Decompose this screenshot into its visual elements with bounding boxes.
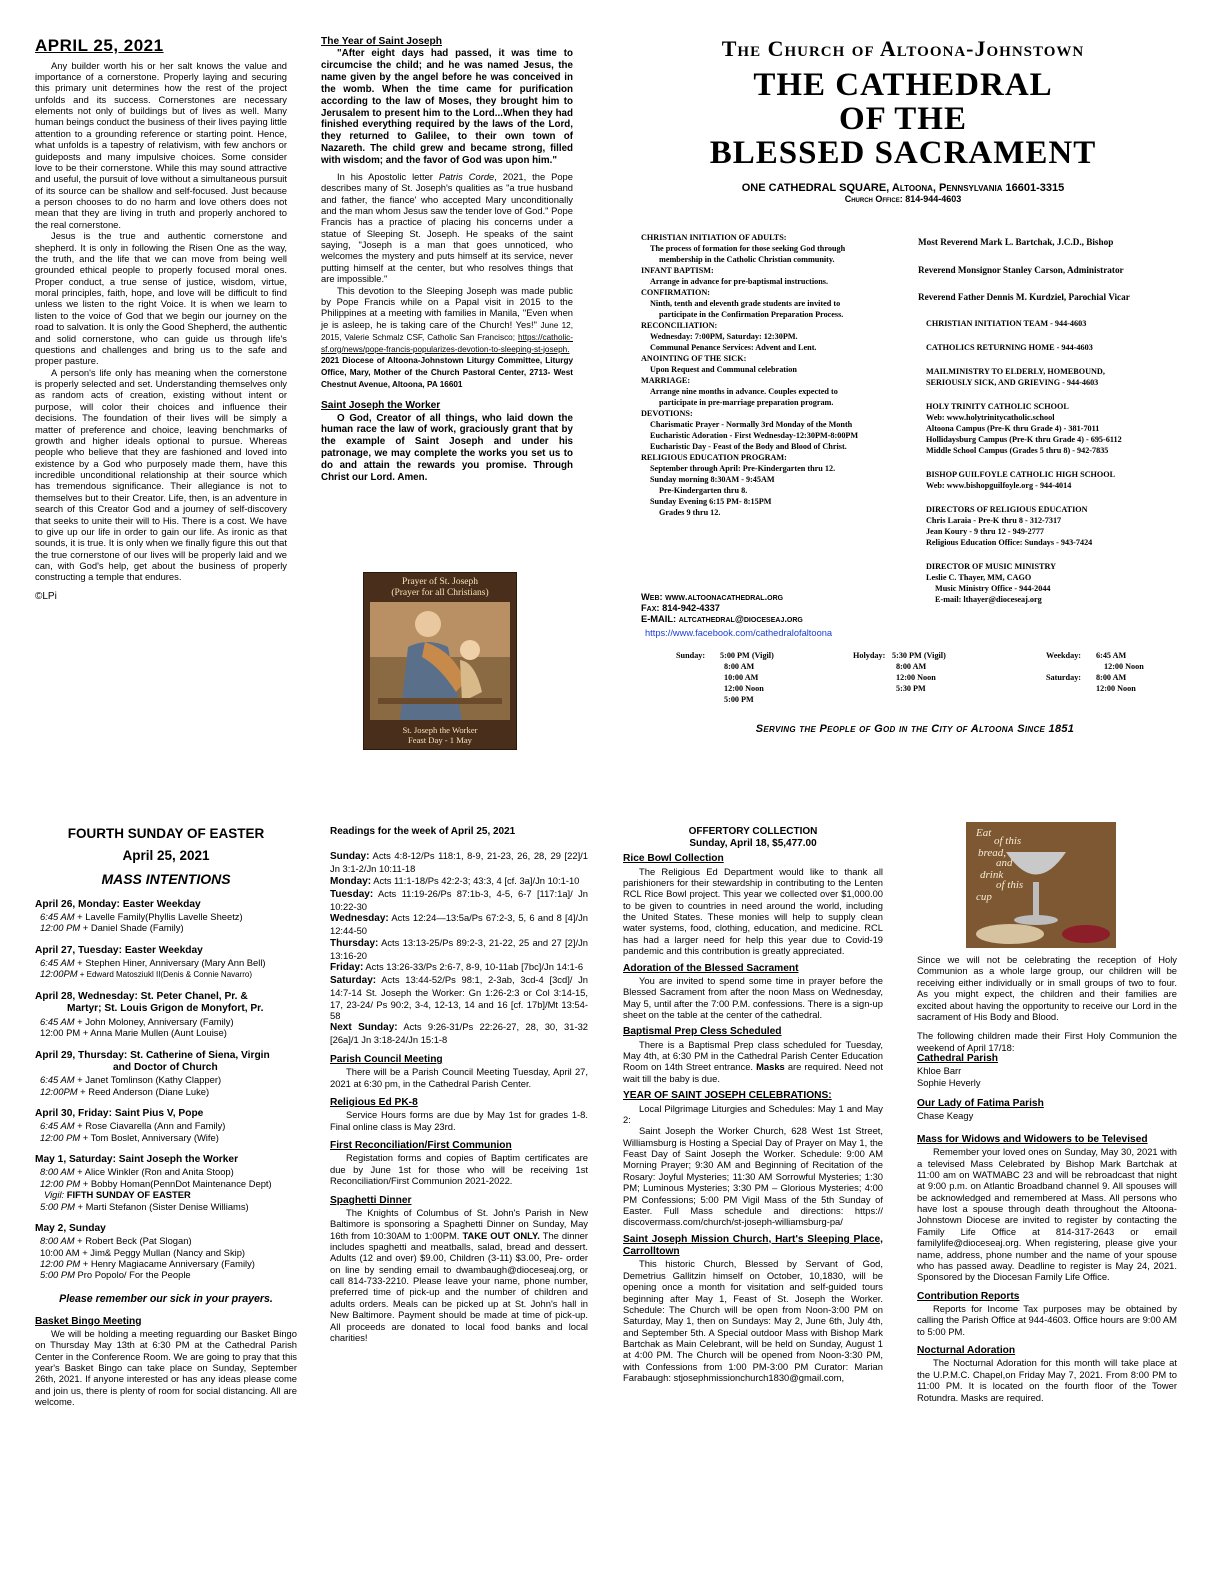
sick-prayer-request: Please remember our sick in your prayers. bbox=[59, 1292, 273, 1305]
cathedral-title-line-2: OF THE bbox=[839, 101, 967, 137]
contacts-list bbox=[926, 318, 1206, 618]
reading-day: Sunday: bbox=[330, 851, 370, 863]
intention-entry bbox=[35, 1166, 297, 1177]
first-communion-column bbox=[917, 954, 1177, 1403]
intention-text: Pro Popolo/ For the People bbox=[74, 1269, 191, 1281]
contribution-reports-text: Reports for Income Tax purposes may be obtained by calling the Parish Office at 944-4603. Office hours are 9:00 AM to 5:00 PM. bbox=[917, 1303, 1177, 1337]
intention-time: 12:00PM bbox=[40, 1085, 78, 1097]
intention-text: + Robert Beck (Pat Slogan) bbox=[74, 1235, 192, 1247]
contact-line: Chris Laraia - Pre-K thru 8 - 312-7317 bbox=[926, 516, 1062, 525]
reading-day: Next Sunday: bbox=[330, 1022, 398, 1034]
spaghetti-dinner-text: The Knights of Columbus of St. John's Parish in New Baltimore is sponsoring a Spaghetti Dinner on Sunday, May 16th from 10:30AM to 1:00PM. TAKE OUT ONLY. The dinner includes spaghetti and meatballs, salad, bread and dessert. Adults (12 and over) $9.00, Children (3-11) $3.00, Pre- order on line by sending email to dwambaugh@dioceseaj.org, or call 814-733-2210. Please leave your name, phone number, preferred time of pick-up and the number of children and adults orders. Meals can be picked up at St. John's hall in New Baltimore. Payment should be made at time of pick-up. All proceeds are donated to local food banks and local charities! bbox=[330, 1206, 588, 1343]
sacrament-detail: The process of formation for those seeking God through bbox=[650, 244, 846, 253]
intention-text: + Henry Magiacame Anniversary (Family) bbox=[80, 1257, 255, 1269]
contact-line: SERIOUSLY SICK, AND GRIEVING - 944-4603 bbox=[926, 378, 1099, 387]
intention-text: + Bobby Homan(PennDot Maintenance Dept) bbox=[80, 1177, 272, 1189]
sacrament-detail: September through April: Pre-Kindergarten thru 12. bbox=[650, 464, 836, 473]
sacrament-detail: Sunday Evening 6:15 PM- 8:15PM bbox=[650, 497, 772, 506]
intention-time: 6:45 AM bbox=[40, 1074, 75, 1086]
sunday-mass-time: 5:00 PM bbox=[724, 695, 754, 704]
sacrament-heading: INFANT BAPTISM: bbox=[641, 266, 714, 275]
sacrament-heading: CONFIRMATION: bbox=[641, 288, 710, 297]
intention-day bbox=[35, 899, 297, 934]
intention-time: 6:45 AM bbox=[40, 1015, 75, 1027]
sacrament-heading: ANOINTING OF THE SICK: bbox=[641, 354, 747, 363]
fatima-parish-child-1: Chase Keagy bbox=[917, 1110, 974, 1122]
reading-entry bbox=[330, 875, 588, 888]
intention-text: + John Moloney, Anniversary (Family) bbox=[74, 1015, 234, 1027]
intention-time: 6:45 AM bbox=[40, 1120, 75, 1132]
holyday-times bbox=[892, 650, 972, 694]
chalice-and-bread-image bbox=[966, 822, 1116, 948]
contact-line: Music Ministry Office - 944-2044 bbox=[935, 584, 1051, 593]
cathedral-title-line-1: THE CATHEDRAL bbox=[753, 67, 1053, 103]
intention-day bbox=[35, 1108, 297, 1143]
fax-number: Fax: 814-942-4337 bbox=[641, 603, 720, 613]
reading-citations: Acts 12:24—13:5a/Ps 67:2-3, 5, 6 and 8 [4]/Jn 12:44-50 bbox=[330, 912, 588, 937]
reflection-paragraph-3: A person's life only has meaning when the cornerstone is properly selected and set. Understanding themselves only as random acts of creation, existing without intent or purpose, will color their choices and influence their decisions. The foundation of their lives will be simply a matter of preference and choice, leaving benchmarks of growth and higher ideals optional to pursue. Whereas people who believe that they are fashioned and loved into existence by a God who purposely made them, have this incredible unconditional relationship at their source which has tremendous significance. Their allegiance is not to themselves but to their Creator. Life, then, is an adventure in search of this Creator God and a journey of self-discovery that seeks to unite their will to His. There is a cost. We have to give up our life in order to gain our life. As ironic as that sounds, it is true. It is only when we finally figure this out that the true cornerstone of our lives will be properly laid and we can, with God's help, get about the business of properly constructing a temple that endures. bbox=[35, 366, 287, 583]
baptismal-prep-heading: Baptismal Prep Cless Scheduled bbox=[623, 1026, 782, 1038]
cathedral-parish-child-1: Khloe Barr bbox=[917, 1065, 962, 1077]
intention-entry bbox=[35, 1086, 297, 1097]
sacrament-detail: Grades 9 thru 12. bbox=[659, 508, 721, 517]
fourth-sunday-title: FOURTH SUNDAY OF EASTER bbox=[67, 826, 265, 841]
holyday-mass-time: 5:30 PM (Vigil) bbox=[892, 651, 946, 660]
reflection-paragraph-1: Any builder worth his or her salt knows the value and importance of a cornerstone. Properly laying and securing this primary unit determines how the rest of the project unfolds and its success. Cornerstones are necessary elements not only of buildings but of lives as well. Many human beings conduct the business of their lives paying little attention to a grounding reference or starting point. Hence, what unfolds is a tapestry of relativism, with few anchors or guideposts and many impulsive choices. Some consider love to be their cornerstone. While this may sound attractive and useful, the pursuit of love without a simultaneous pursuit of its source can be shallow and self-focused. Just because a person chooses to do no harm and love others does not mean that they are living in truth and properly anchored to the real cornerstone. bbox=[35, 59, 287, 230]
saturday-times bbox=[1096, 672, 1176, 694]
cathedral-title-line-3: BLESSED SACRAMENT bbox=[709, 135, 1097, 171]
sunday-mass-time: 5:00 PM (Vigil) bbox=[720, 651, 774, 660]
contact-line: Leslie C. Thayer, MM, CAGO bbox=[926, 573, 1032, 582]
pilgrimage-intro: Local Pilgrimage Liturgies and Schedules: May 1 and May 2: bbox=[623, 1102, 883, 1125]
sacrament-detail: Sunday morning 8:30AM - 9:45AM bbox=[650, 475, 775, 484]
intention-day-heading: April 26, Monday: Easter Weekday bbox=[35, 898, 201, 910]
intention-entry bbox=[35, 922, 297, 933]
religious-ed-text: Service Hours forms are due by May 1st for grades 1-8. Final online class is May 23rd. bbox=[330, 1109, 588, 1132]
parish-council-heading: Parish Council Meeting bbox=[330, 1053, 443, 1065]
intention-entry bbox=[35, 968, 297, 980]
adoration-heading: Adoration of the Blessed Sacrament bbox=[623, 962, 799, 974]
intention-days-list bbox=[35, 899, 297, 1281]
card-bottom-caption: St. Joseph the Worker Feast Day - 1 May bbox=[402, 725, 478, 746]
saturday-label: Saturday: bbox=[1046, 673, 1082, 682]
intention-text: + Daniel Shade (Family) bbox=[80, 922, 184, 934]
weekday-mass-time: 12:00 Noon bbox=[1104, 662, 1144, 671]
intention-entry bbox=[35, 1120, 297, 1131]
intention-text: + Alice Winkler (Ron and Anita Stoop) bbox=[74, 1166, 234, 1178]
intention-text: + Reed Anderson (Diane Luke) bbox=[77, 1085, 210, 1097]
church-office-phone: Church Office: 814-944-4603 bbox=[844, 194, 962, 204]
sacrament-detail: Arrange nine months in advance. Couples expected to bbox=[650, 387, 838, 396]
sacrament-detail: Pre-Kindergarten thru 8. bbox=[659, 486, 748, 495]
reading-citations: Acts 13:44-52/Ps 98:1, 2-3ab, 3cd-4 [3cd]/ Jn 14:7-14 St. Joseph the Worker: Gn 1:26-2:3 or Col 3:14-15, 17, 23-24/ Ps 90:2, 3-4, 12-13, 14 and 16 [cf. 17b]/Mt 13:54-58 bbox=[330, 974, 588, 1021]
intention-time: 5:00 PM bbox=[40, 1269, 75, 1281]
intention-text: 10:00 AM + Jim& Peggy Mullan (Nancy and Skip) bbox=[40, 1246, 246, 1258]
intention-entry bbox=[35, 1269, 297, 1280]
reading-citations: Acts 4:8-12/Ps 118:1, 8-9, 21-23, 26, 28, 29 [22]/1 Jn 3:1-2/Jn 10:11-18 bbox=[330, 850, 588, 875]
intention-time: 12:00PM bbox=[40, 968, 78, 980]
adoration-text: You are invited to spend some time in prayer before the Blessed Sacrament from after the noon Mass on Wednesday, May 5, until after the 7:00 P.M. confessions. There is a sign-up sheet on the table at the center of the cathedral. bbox=[623, 974, 883, 1020]
reflection-paragraph-2: Jesus is the true and authentic cornerstone and shepherd. It is only in following the Risen One as the way, the truth, and the life that we can move from being well grounded ethical people to properly focused moral ones. Proper conduct, a true sense of justice, wisdom, virtue, moral principles, faith, hope, and love will be difficult to find unless we listen to the right Voice. It is when we learn to listen to the voice of God that we begin our journey on the road to salvation. It is only the Good Shepherd, the authentic and solid cornerstone, who can guide us through life's questions and challenges and bring us to the safe and proper pasture. bbox=[35, 230, 287, 367]
catholic-sf-link[interactable]: https://catholic-sf.org/news/pope-francis-popularizes-devotion-to-sleeping-st-joseph. bbox=[321, 332, 573, 354]
worker-church-schedule: Saint Joseph the Worker Church, 628 West 1st Street, Williamsburg is Hosting a Special Day of Prayer on May 1, the Feast Day of Saint Joseph the Worker. Schedule: 9:00 AM Morning Prayer; 9:30 AM and Beginning of Recitation of the Rosary: Joyful Mysteries; 11:30 AM Sorrowful Mysteries; 1:30 PM; Luminous Mysteries; 3:30 PM – Glorious Mysteries; 4:00 PM Confessions; 5:00 PM Vigil Mass of the 5th Sunday of Easter. Full Mass schedule and directions: https:// discovermass.com/church/st-joseph-williamsburg-pa/ bbox=[623, 1125, 883, 1228]
contact-line: Web: www.holytrinitycatholic.school bbox=[926, 413, 1055, 422]
intention-day-heading: April 29, Thursday: St. Catherine of Siena, Virgin bbox=[35, 1049, 270, 1061]
weekday-mass-time: 6:45 AM bbox=[1096, 651, 1127, 660]
first-communion-text: Registation forms and copies of Baptim certificates are due by June 1st for those who will be receiving 1st Reconciliation/First Communion 2021-2022. bbox=[330, 1152, 588, 1187]
contact-line: Middle School Campus (Grades 5 thru 8) - 942-7835 bbox=[926, 446, 1109, 455]
communion-intro-text: Since we will not be celebrating the reception of Holy Communion as a whole large group, our children will be receiving either individually or in small groups of two to four. As you might expect, the children and their families are excited about having the opportunity to receive our Lord in the sacrament of His Body and Blood. bbox=[917, 954, 1177, 1022]
intention-time: 12:00 PM bbox=[40, 1257, 81, 1269]
intention-entry bbox=[35, 1189, 297, 1200]
contact-line: Religious Education Office: Sundays - 943-7424 bbox=[926, 538, 1093, 547]
contact-line: Altoona Campus (Pre-K thru Grade 4) - 381-7011 bbox=[926, 424, 1100, 433]
intention-day bbox=[35, 991, 297, 1038]
serving-tagline: Serving the People of God in the City of Altoona Since 1851 bbox=[755, 723, 1075, 735]
intention-text: + Edward Matosziukl II(Denis & Connie Navarro) bbox=[77, 970, 253, 980]
mission-church-heading: Saint Joseph Mission Church, Hart's Sleeping Place, Carrolltown bbox=[623, 1233, 883, 1258]
contact-group bbox=[926, 469, 1206, 491]
widows-mass-text: Remember your loved ones on Sunday, May 30, 2021 with a televised Mass Celebrated by Bishop Mark Bartchak at 11:00 am on WATMABC 23 and will be rebroadcast that night at 9:00 p.m. on Atlantic Broadband channel 9. All spouses will be acknowledged and remembered at Mass. All persons who have lost a spouse through death throughout the Altoona-Johnstown Diocese are invited to register by contacting the Family Life Office at 814-317-2643 or email familylife@dioceseaj.org. When registering, please give your name, address, phone number and the name of your spouse who has passed away. Deadline to register is May 24, 2021. Sponsored by the Diocesan Family Life Office. bbox=[917, 1146, 1177, 1283]
weekday-label: Weekday: bbox=[1046, 651, 1082, 660]
contact-line: Jean Koury - 9 thru 12 - 949-2777 bbox=[926, 527, 1045, 536]
intention-entry bbox=[35, 1027, 297, 1038]
sacrament-detail: Charismatic Prayer - Normally 3rd Monday of the Month bbox=[650, 420, 853, 429]
intention-time: 12:00 PM bbox=[40, 1131, 81, 1143]
web-contact-block bbox=[641, 592, 911, 639]
worker-prayer: O God, Creator of all things, who laid down the human race the law of work, graciously grant that by the example of Saint Joseph and under his patronage, we may complete the works you set us to do and attain the rewards you promise. Through Christ our Lord. Amen. bbox=[321, 412, 573, 483]
sacraments-list bbox=[641, 232, 911, 518]
intention-entry bbox=[35, 1201, 297, 1212]
intention-time: 8:00 AM bbox=[40, 1235, 75, 1247]
reading-entry bbox=[330, 961, 588, 974]
reading-entry bbox=[330, 937, 588, 961]
copyright-credit: ©LPi bbox=[35, 590, 57, 602]
email-link[interactable]: E-MAIL: altcathedral@dioceseaj.org bbox=[641, 614, 803, 624]
intention-text: FIFTH SUNDAY OF EASTER bbox=[64, 1189, 191, 1201]
intention-day-heading: April 30, Friday: Saint Pius V, Pope bbox=[35, 1107, 204, 1119]
sacrament-detail: Arrange in advance for pre-baptismal instructions. bbox=[650, 277, 829, 286]
readings-column bbox=[330, 826, 588, 1343]
rice-bowl-text: The Religious Ed Department would like to thank all parishioners for their stewardship in contributing to the Lenten RCL Rice Bowl project. This year we collected over $1,000.00 to be given to countries in need around the world, including the United States. These monies will help to supply clean water systems, food, clothing, education, and medicine. RCL has had a larger need for help this year due to Covid-19 pandemic and this contribution is greatly appreciated. bbox=[623, 865, 883, 957]
saint-joseph-image bbox=[370, 602, 510, 720]
bulletin-date: APRIL 25, 2021 bbox=[35, 36, 164, 55]
contact-group bbox=[926, 561, 1206, 605]
contact-group bbox=[926, 401, 1206, 456]
intention-day-heading: April 28, Wednesday: St. Peter Chanel, Pr. & bbox=[35, 991, 248, 1003]
intention-time: 5:00 PM bbox=[40, 1200, 75, 1212]
patris-corde-paragraph: In his Apostolic letter Patris Corde, 2021, the Pope describes many of St. Joseph's qualities as "a true husband and father, the fiance' who accepted Mary unconditionally and the man whom Jesus saw the tender love of God." Pope Francis has a practice of placing his concerns under a statue of Sleeping St. Joseph. He speaks of the saint saying, "Joseph is a man that goes unnoticed, who welcomes the mystery and puts himself at its service, never putting himself at the center, but who resolves things that are impossible." bbox=[321, 170, 573, 285]
first-communion-heading: First Reconciliation/First Communion bbox=[330, 1140, 512, 1152]
mass-intentions-title: MASS INTENTIONS bbox=[101, 870, 231, 887]
cornerstone-column bbox=[35, 36, 287, 603]
sacrament-detail: participate in pre-marriage preparation program. bbox=[659, 398, 834, 407]
contact-group bbox=[926, 318, 1206, 329]
image-word: cup bbox=[976, 891, 992, 903]
reading-citations: Acts 9:26-31/Ps 22:26-27, 28, 30, 31-32 [26a]/1 Jn 3:18-24/Jn 15:1-8 bbox=[330, 1021, 589, 1046]
cathedral-parish-heading: Cathedral Parish bbox=[917, 1053, 998, 1064]
card-top-caption: Prayer of St. Joseph (Prayer for all Christians) bbox=[391, 577, 489, 598]
contribution-reports-heading: Contribution Reports bbox=[917, 1290, 1020, 1302]
widows-mass-heading: Mass for Widows and Widowers to be Televised bbox=[917, 1133, 1148, 1145]
mass-schedule bbox=[640, 650, 1200, 710]
reading-entry bbox=[330, 1021, 588, 1045]
mass-intentions-column bbox=[35, 826, 297, 1408]
sacrament-detail: Wednesday: 7:00PM, Saturday: 12:30PM. bbox=[650, 332, 798, 341]
contact-line: Web: www.bishopguilfoyle.org - 944-4014 bbox=[926, 481, 1072, 490]
website-link[interactable]: Web: www.altoonacathedral.org bbox=[641, 592, 784, 602]
intention-entry bbox=[35, 1258, 297, 1269]
intention-day-heading: April 27, Tuesday: Easter Weekday bbox=[35, 944, 203, 956]
rice-bowl-heading: Rice Bowl Collection bbox=[623, 853, 724, 865]
sacrament-heading: DEVOTIONS: bbox=[641, 409, 693, 418]
intention-time: 12:00 PM bbox=[40, 1177, 81, 1189]
contact-group bbox=[926, 504, 1206, 548]
sacrament-heading: CHRISTIAN INITIATION OF ADULTS: bbox=[641, 233, 787, 242]
contact-group bbox=[926, 342, 1206, 353]
intention-text: + Lavelle Family(Phyllis Lavelle Sheetz) bbox=[74, 910, 243, 922]
image-word: drink bbox=[980, 869, 1004, 881]
weekday-times bbox=[1096, 650, 1176, 672]
reading-entry bbox=[330, 912, 588, 936]
reading-citations: Acts 13:13-25/Ps 89:2-3, 21-22, 25 and 27 [2]/Jn 13:16-20 bbox=[330, 936, 588, 961]
intention-entry bbox=[35, 957, 297, 968]
administrator-name: Reverend Monsignor Stanley Carson, Administrator bbox=[918, 265, 1124, 275]
intention-time: Vigil: bbox=[44, 1189, 65, 1201]
sacrament-heading: MARRIAGE: bbox=[641, 376, 691, 385]
saint-joseph-prayer-card bbox=[363, 572, 517, 750]
church-line: The Church of Altoona-Johnstown bbox=[721, 36, 1085, 61]
sacrament-detail: Ninth, tenth and eleventh grade students are invited to bbox=[650, 299, 841, 308]
intention-text: + Marti Stefanon (Sister Denise Williams) bbox=[74, 1200, 249, 1212]
intention-entry bbox=[35, 1074, 297, 1085]
mission-church-text: This historic Church, Blessed by Servant of God, Demetrius Gallitzin himself on October, 10,1830, will be opening once a month for visitation and self-guided tours beginning after May 1, Feast of St. Joseph the Worker. Schedule: The Church will be open from Noon-3:00 PM on Saturday, May 1, then on Sundays: May 2, June 6th, July 4th, and September 5th. A Special outdoor Mass with Bishop Mark Bartchak as Main Celebrant, will be held on Sunday, August 1 at 4:00 PM. The Church will be opened from Noon-3:30 PM, with Confessions from 1:00 PM-3:00 PM Curator: Marian Farabaugh: stjosephmissionchurch1830@gmail.com, bbox=[623, 1258, 883, 1384]
reading-day: Saturday: bbox=[330, 975, 377, 987]
church-address: ONE CATHEDRAL SQUARE, Altoona, Pennsylvania 16601-3315 bbox=[741, 182, 1065, 194]
intention-time: 8:00 AM bbox=[40, 1166, 75, 1178]
reading-citations: Acts 11:19-26/Ps 87:1b-3, 4-5, 6-7 [117:1a]/ Jn 10:22-30 bbox=[330, 887, 588, 912]
sacrament-detail: membership in the Catholic Christian community. bbox=[659, 255, 835, 264]
intention-text: 12:00 PM + Anna Marie Mullen (Aunt Louise) bbox=[40, 1027, 227, 1039]
reading-entry bbox=[330, 974, 588, 1021]
holyday-label: Holyday: bbox=[853, 651, 886, 660]
intention-time: 6:45 AM bbox=[40, 910, 75, 922]
scripture-quote: "After eight days had passed, it was time to circumcise the child; and he was named Jesus, the name given by the angel before he was conceived in the womb. When the time came for purification according to the law of Moses, they brought him to Jerusalem to present him to the Lord...When they had finished everything required by the laws of the Lord, they returned to Galilee, to their own town of Nazareth. The child grew and became strong, filled with wisdom; and the favor of God was upon him." bbox=[321, 48, 573, 166]
contact-line: CATHOLICS RETURNING HOME - 944-4603 bbox=[926, 343, 1093, 352]
image-word: and bbox=[996, 857, 1013, 869]
sunday-mass-time: 8:00 AM bbox=[724, 662, 755, 671]
reading-entry bbox=[330, 850, 588, 874]
intention-day bbox=[35, 945, 297, 980]
spaghetti-dinner-heading: Spaghetti Dinner bbox=[330, 1194, 412, 1206]
parish-council-text: There will be a Parish Council Meeting Tuesday, April 27, 2021 at 6:30 pm, in the Cathedral Parish Center. bbox=[330, 1066, 588, 1089]
sunday-times bbox=[720, 650, 800, 705]
reading-day: Thursday: bbox=[330, 937, 379, 949]
saturday-mass-time: 12:00 Noon bbox=[1096, 684, 1136, 693]
sacrament-detail: Upon Request and Communal celebration bbox=[650, 365, 797, 374]
contact-line: DIRECTOR OF MUSIC MINISTRY bbox=[926, 562, 1057, 571]
saturday-mass-time: 8:00 AM bbox=[1096, 673, 1127, 682]
nocturnal-adoration-text: The Nocturnal Adoration for this month will take place at the U.P.M.C. Chapel,on Friday May 7, 2021. From 8:00 PM to 11:00 PM. It is located on the fourth floor of the Tower Rotundra. Masks are required. bbox=[917, 1357, 1177, 1403]
reading-entry bbox=[330, 888, 588, 912]
intention-day bbox=[35, 1154, 297, 1212]
sleeping-joseph-paragraph: This devotion to the Sleeping Joseph was made public by Pope Francis while on a Papal visit in 2015 to the Philippines at a meeting with families in Manila, "Even when je is asleep, he is taking care of the Church! Yes!" June 12, 2015, Valerie Schmalz CSF, Catholic San Francisco; https://catholic-sf.org/news/pope-francis-popularizes-devotion-to-sleeping-st-joseph. 2021 Diocese of Altoona-Johnstown Liturgy Committee, Liturgy Office, Mary, Mother of the Church Pastoral Center, 2713- West Chestnut Avenue, Altoona, PA 16601 bbox=[321, 284, 573, 390]
holyday-mass-time: 5:30 PM bbox=[896, 684, 926, 693]
intention-day-heading: May 1, Saturday: Saint Joseph the Worker bbox=[35, 1154, 239, 1166]
reading-day: Wednesday: bbox=[330, 913, 389, 925]
holyday-mass-time: 12:00 Noon bbox=[896, 673, 936, 682]
basket-bingo-text: We will be holding a meeting reguarding our Basket Bingo on Thursday May 13th at 6:30 PM at the Cathedral Parish Center in the Conference Room. We are going to pray that this year's Basket Bingo can take place on Sunday, September 26th, 2021. If anyone interested or has any ideas please come and join us, there is plenty of room for social distancing. All are welcome. bbox=[35, 1327, 297, 1408]
bishop-name: Most Reverend Mark L. Bartchak, J.C.D., Bishop bbox=[918, 237, 1114, 247]
sacrament-heading: RELIGIOUS EDUCATION PROGRAM: bbox=[641, 453, 787, 462]
sunday-mass-time: 10:00 AM bbox=[724, 673, 759, 682]
readings-heading: Readings for the week of April 25, 2021 bbox=[330, 826, 516, 837]
intentions-date: April 25, 2021 bbox=[122, 848, 210, 864]
basket-bingo-heading: Basket Bingo Meeting bbox=[35, 1315, 142, 1327]
image-word: of this bbox=[994, 835, 1022, 847]
clergy-list bbox=[918, 237, 1208, 302]
intention-text: + Rose Ciavarella (Ann and Family) bbox=[74, 1120, 226, 1132]
reading-citations: Acts 11:1-18/Ps 42:2-3; 43:3, 4 [cf. 3a]/Jn 10:1-10 bbox=[371, 874, 580, 886]
reading-citations: Acts 13:26-33/Ps 2:6-7, 8-9, 10-11ab [7bc]/Jn 14:1-6 bbox=[363, 961, 584, 973]
contact-line: Hollidaysburg Campus (Pre-K thru Grade 4) - 695-6112 bbox=[926, 435, 1122, 444]
intention-text: + Stephen Hiner, Anniversary (Mary Ann Bell) bbox=[74, 957, 266, 969]
intention-day-heading: Martyr; St. Louis Grigon de Monyfort, Pr. bbox=[67, 1003, 264, 1015]
offertory-title: OFFERTORY COLLECTION bbox=[688, 826, 818, 837]
sunday-mass-time: 12:00 Noon bbox=[724, 684, 764, 693]
sacrament-heading: RECONCILIATION: bbox=[641, 321, 718, 330]
intention-entry bbox=[35, 1016, 297, 1027]
offertory-column bbox=[623, 826, 883, 1384]
intention-entry bbox=[35, 1178, 297, 1189]
baptismal-prep-text: There is a Baptismal Prep class scheduled for Tuesday, May 4th, at 6:30 PM in the Cathedral Parish Center Education Room on 14th Street entrance. Masks are required. Need not wait till the baby is due. bbox=[623, 1038, 883, 1084]
reading-day: Friday: bbox=[330, 962, 364, 974]
intention-day-heading: and Doctor of Church bbox=[113, 1061, 218, 1073]
readings-list bbox=[330, 850, 588, 1046]
contact-group bbox=[926, 366, 1206, 388]
image-word: bread, bbox=[978, 847, 1007, 859]
sunday-label: Sunday: bbox=[676, 651, 706, 660]
reading-day: Monday: bbox=[330, 875, 372, 887]
sacrament-detail: participate in the Confirmation Preparation Process. bbox=[659, 310, 844, 319]
intention-entry bbox=[35, 1132, 297, 1143]
contact-line: HOLY TRINITY CATHOLIC SCHOOL bbox=[926, 402, 1069, 411]
holyday-mass-time: 8:00 AM bbox=[896, 662, 927, 671]
intention-entry bbox=[35, 911, 297, 922]
cathedral-parish-child-2: Sophie Heverly bbox=[917, 1076, 981, 1088]
intention-day-heading: May 2, Sunday bbox=[35, 1222, 106, 1234]
religious-ed-heading: Religious Ed PK-8 bbox=[330, 1096, 418, 1108]
image-word: of this bbox=[996, 879, 1024, 891]
nocturnal-adoration-heading: Nocturnal Adoration bbox=[917, 1345, 1016, 1357]
first-communion-intro: The following children made their First Holy Communion the weekend of April 17/18: bbox=[917, 1030, 1177, 1053]
intention-text: + Janet Tomlinson (Kathy Clapper) bbox=[74, 1074, 222, 1086]
offertory-amount: Sunday, April 18, $5,477.00 bbox=[689, 838, 817, 850]
intention-text: + Tom Boslet, Anniversary (Wife) bbox=[80, 1131, 219, 1143]
reading-day: Tuesday: bbox=[330, 888, 374, 900]
contact-line: CHRISTIAN INITIATION TEAM - 944-4603 bbox=[926, 319, 1087, 328]
contact-line: BISHOP GUILFOYLE CATHOLIC HIGH SCHOOL bbox=[926, 470, 1116, 479]
intention-entry bbox=[35, 1235, 297, 1246]
saint-joseph-column bbox=[321, 36, 573, 484]
sacrament-detail: Eucharistic Adoration - First Wednesday-12:30PM-8:00PM bbox=[650, 431, 859, 440]
intention-day bbox=[35, 1050, 297, 1097]
saint-joseph-worker-heading: Saint Joseph the Worker bbox=[321, 400, 441, 412]
contact-line: MAILMINISTRY TO ELDERLY, HOMEBOUND, bbox=[926, 367, 1105, 376]
intention-entry bbox=[35, 1247, 297, 1258]
contact-line: E-mail: lthayer@dioceseaj.org bbox=[935, 595, 1042, 604]
fatima-parish-heading: Our Lady of Fatima Parish bbox=[917, 1098, 1044, 1110]
sacrament-detail: Communal Penance Services: Advent and Lent. bbox=[650, 343, 817, 352]
facebook-link[interactable]: https://www.facebook.com/cathedralofaltoona bbox=[645, 628, 833, 638]
year-of-saint-joseph-celebrations-heading: YEAR OF SAINT JOSEPH CELEBRATIONS: bbox=[623, 1090, 832, 1102]
year-of-saint-joseph-heading: The Year of Saint Joseph bbox=[321, 36, 442, 47]
image-word: Eat bbox=[976, 827, 992, 839]
intention-time: 6:45 AM bbox=[40, 957, 75, 969]
masthead bbox=[618, 36, 1188, 204]
parochial-vicar-name: Reverend Father Dennis M. Kurdziel, Parochial Vicar bbox=[918, 292, 1130, 302]
contact-line: DIRECTORS OF RELIGIOUS EDUCATION bbox=[926, 505, 1088, 514]
intention-day bbox=[35, 1223, 297, 1281]
sacrament-detail: Eucharistic Day - Feast of the Body and Blood of Christ. bbox=[650, 442, 847, 451]
intention-time: 12:00 PM bbox=[40, 922, 81, 934]
